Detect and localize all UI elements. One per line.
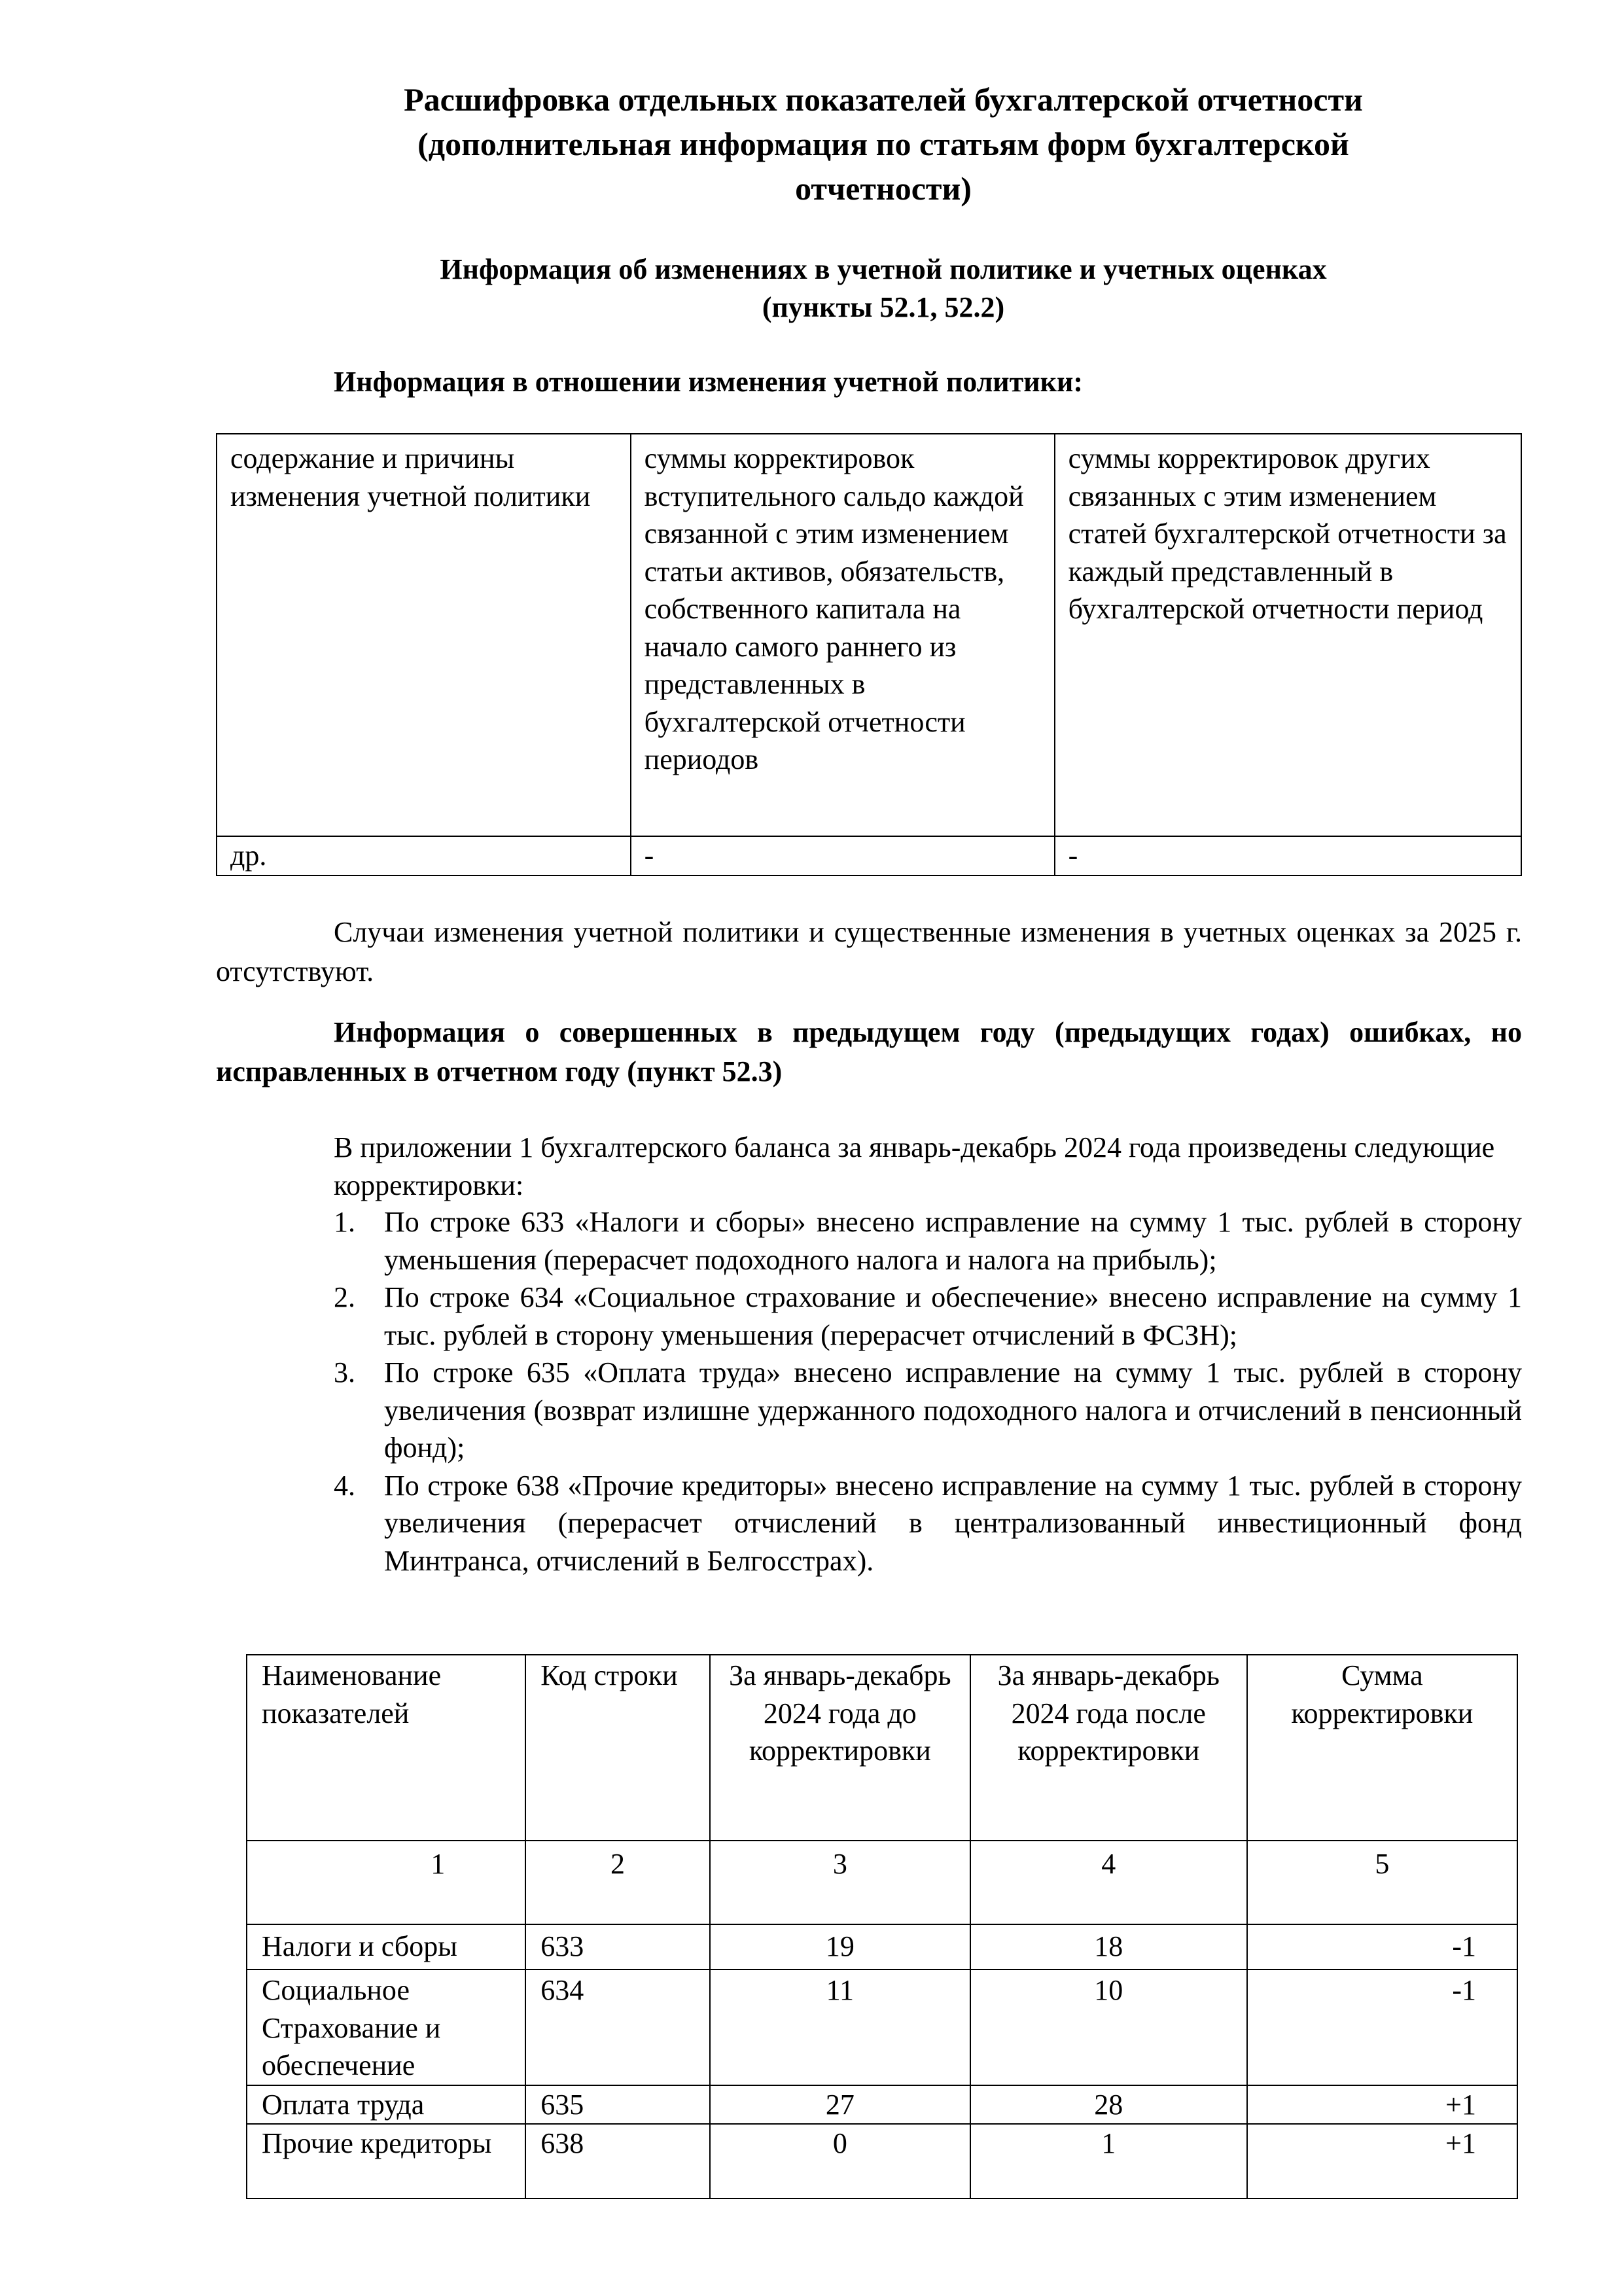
subtitle-line: (пункты 52.1, 52.2) (762, 291, 1005, 323)
title-line: Расшифровка отдельных показателей бухгалтерской отчетности (404, 81, 1363, 118)
corrections-intro: В приложении 1 бухгалтерского баланса за январь-декабрь 2024 года произведены следующие корректировки: (334, 1131, 1495, 1201)
table-header-row (247, 1655, 1517, 1841)
indicator-name: Прочие кредиторы (247, 2124, 525, 2199)
line-code: 634 (525, 1969, 710, 2085)
correction-amount: -1 (1247, 1924, 1517, 1969)
correction-amount: +1 (1247, 2085, 1517, 2125)
list-item (334, 1467, 1522, 1580)
list-item (334, 1203, 1522, 1279)
value-before: 0 (710, 2124, 970, 2199)
column-number-row (247, 1841, 1517, 1924)
column-number: 5 (1247, 1841, 1517, 1924)
value-after: 10 (970, 1969, 1247, 2085)
header-cell: содержание и причины изменения учетной политики (217, 434, 631, 836)
list-text: По строке 635 «Оплата труда» внесено исправление на сумму 1 тыс. рублей в сторону увеличения (возврат излишне удержанного подоходного налога и отчислений в пенсионный фонд); (384, 1356, 1522, 1464)
list-text: По строке 638 «Прочие кредиторы» внесено исправление на сумму 1 тыс. рублей в сторону увеличения (перерасчет отчислений в централизованный инвестиционный фонд Минтранса, отчислений в Белгосстрах). (384, 1469, 1522, 1577)
table-row (247, 2085, 1517, 2125)
header-cell: За январь-декабрь 2024 года после корректировки (970, 1655, 1247, 1841)
column-number: 4 (970, 1841, 1247, 1924)
list-text: По строке 633 «Налоги и сборы» внесено исправление на сумму 1 тыс. рублей в сторону уменьшения (перерасчет подоходного налога и налога на прибыль); (384, 1206, 1522, 1276)
value-after: 1 (970, 2124, 1247, 2199)
table-row (247, 1924, 1517, 1969)
table-cell: - (1055, 836, 1521, 875)
corrections-list (334, 1203, 1522, 1580)
list-text: По строке 634 «Социальное страхование и обеспечение» внесено исправление на сумму 1 тыс. рублей в сторону уменьшения (перерасчет отчислений в ФСЗН); (384, 1281, 1522, 1351)
column-number: 3 (710, 1841, 970, 1924)
table-header-row (217, 434, 1521, 836)
list-number: 4. (334, 1469, 355, 1502)
value-before: 11 (710, 1969, 970, 2085)
list-number: 1. (334, 1206, 355, 1238)
list-number: 2. (334, 1281, 355, 1313)
errors-heading: Информация о совершенных в предыдущем году (предыдущих годах) ошибках, но исправленных в отчетном году (пункт 52.3) (216, 1016, 1522, 1087)
table-cell: др. (217, 836, 631, 875)
list-item (334, 1279, 1522, 1354)
value-before: 19 (710, 1924, 970, 1969)
title-line: (дополнительная информация по статьям форм бухгалтерской (417, 126, 1349, 162)
header-cell: За январь-декабрь 2024 года до корректировки (710, 1655, 970, 1841)
list-item (334, 1354, 1522, 1467)
corrections-table (246, 1654, 1518, 2199)
policy-changes-table (216, 433, 1522, 876)
line-code: 638 (525, 2124, 710, 2199)
table-cell: - (631, 836, 1055, 875)
table-row (247, 1969, 1517, 2085)
indicator-name: Налоги и сборы (247, 1924, 525, 1969)
column-number: 2 (525, 1841, 710, 1924)
header-cell: суммы корректировок вступительного сальдо каждой связанной с этим изменением статьи активов, обязательств, собственного капитала на начало самого раннего из представленных в бухгалтерской отчетности периодов (631, 434, 1055, 836)
correction-amount: +1 (1247, 2124, 1517, 2199)
no-changes-paragraph: Случаи изменения учетной политики и существенные изменения в учетных оценках за 2025 г. отсутствуют. (216, 916, 1522, 987)
table-row (247, 2124, 1517, 2199)
line-code: 633 (525, 1924, 710, 1969)
header-cell: Код строки (525, 1655, 710, 1841)
line-code: 635 (525, 2085, 710, 2125)
title-line: отчетности) (795, 170, 972, 207)
value-after: 18 (970, 1924, 1247, 1969)
indicator-name: Оплата труда (247, 2085, 525, 2125)
document-title (262, 77, 1505, 211)
subtitle-line: Информация об изменениях в учетной политике и учетных оценках (440, 253, 1327, 285)
header-cell: Наименование показателей (247, 1655, 525, 1841)
table-row (217, 836, 1521, 875)
value-before: 27 (710, 2085, 970, 2125)
list-number: 3. (334, 1356, 355, 1388)
header-cell: Сумма корректировки (1247, 1655, 1517, 1841)
header-cell: суммы корректировок других связанных с этим изменением статей бухгалтерской отчетности за каждый представленный в бухгалтерской отчетности период (1055, 434, 1521, 836)
indicator-name: Социальное Страхование и обеспечение (247, 1969, 525, 2085)
column-number: 1 (247, 1841, 525, 1924)
correction-amount: -1 (1247, 1969, 1517, 2085)
policy-heading: Информация в отношении изменения учетной политики: (334, 366, 1083, 398)
section-heading-policy-changes (262, 251, 1505, 327)
value-after: 28 (970, 2085, 1247, 2125)
